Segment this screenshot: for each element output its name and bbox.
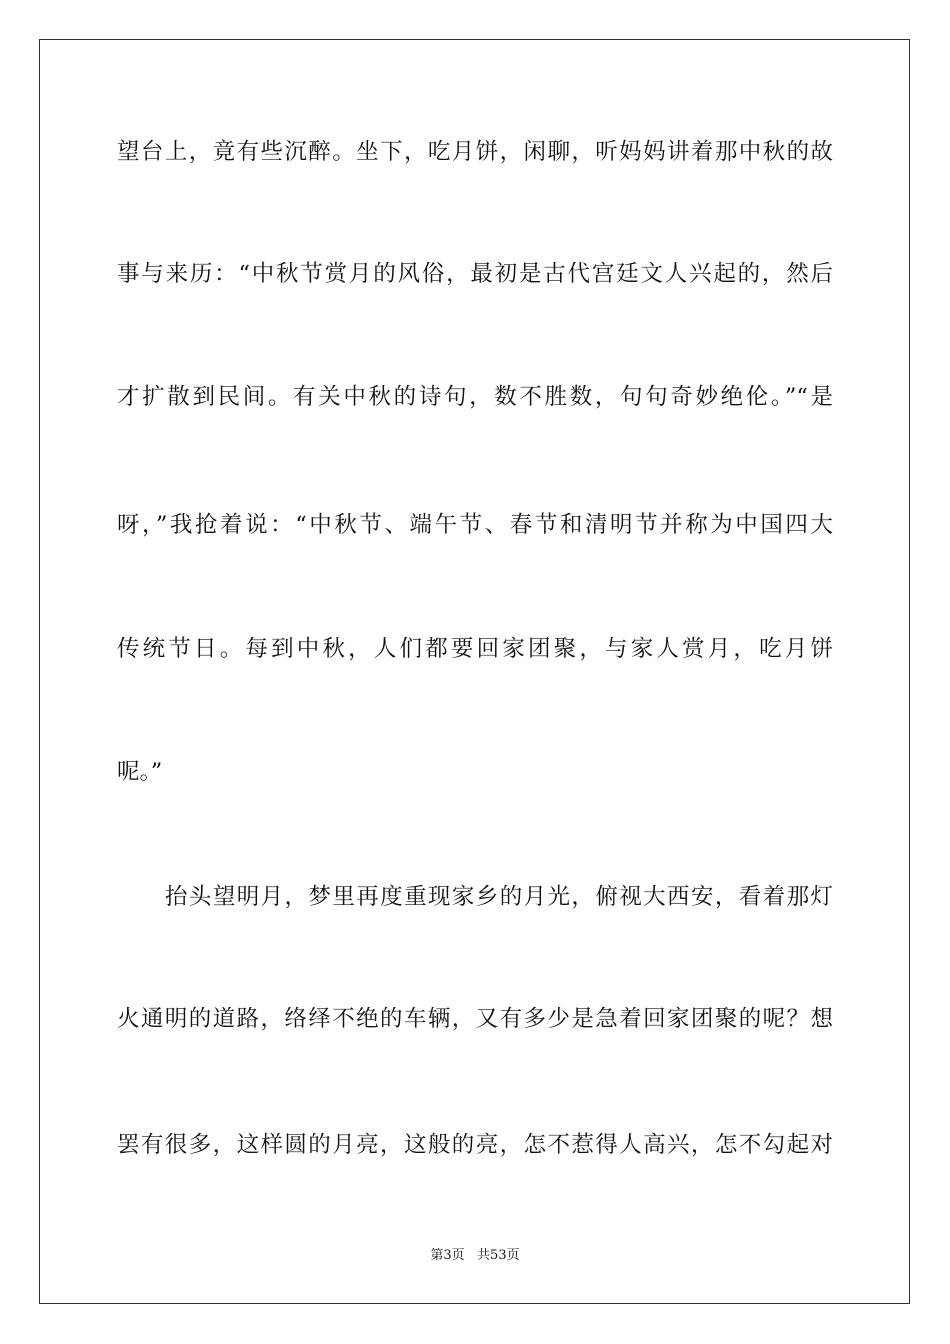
paragraph-line: 才扩散到民间。有关中秋的诗句，数不胜数，句句奇妙绝伦。”“是	[117, 384, 833, 410]
paragraph-line: 罢有很多，这样圆的月亮，这般的亮，怎不惹得人高兴，怎不勾起对	[117, 1132, 833, 1158]
paragraph-line: 呢。”	[117, 759, 163, 785]
paragraph-line: 火通明的道路，络绎不绝的车辆，又有多少是急着回家团聚的呢？想	[117, 1006, 833, 1032]
paragraph-line: 望台上，竟有些沉醉。坐下，吃月饼，闲聊，听妈妈讲着那中秋的故	[117, 139, 833, 165]
paragraph-line: 事与来历：“中秋节赏月的风俗，最初是古代宫廷文人兴起的，然后	[117, 261, 833, 287]
paragraph-line: 抬头望明月，梦里再度重现家乡的月光，俯视大西安，看着那灯	[165, 884, 833, 910]
paragraph-line: 传统节日。每到中秋，人们都要回家团聚，与家人赏月，吃月饼	[117, 636, 833, 662]
page-border	[39, 39, 910, 1304]
page-number: 第3页 共53页	[430, 1248, 520, 1263]
paragraph-line: 呀，”我抢着说：“中秋节、端午节、春节和清明节并称为中国四大	[117, 512, 833, 538]
